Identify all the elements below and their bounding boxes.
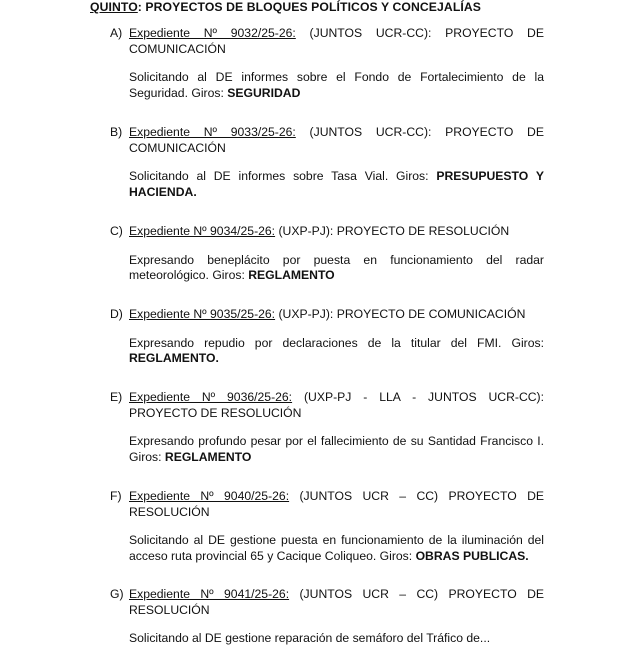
agenda-item-c: [110, 224, 544, 284]
item-title-rest: (UXP-PJ - LLA - JUNTOS UCR-CC): PROYECTO DE RESOLUCIÓN: [129, 390, 544, 420]
expediente-number: Expediente Nº 9040/25-26:: [129, 489, 290, 503]
expediente-number: Expediente Nº 9032/25-26:: [129, 26, 296, 40]
item-giro: REGLAMENTO: [164, 449, 252, 464]
item-letter: A): [110, 26, 123, 40]
item-description: Solicitando al DE informes sobre Tasa Vial. Giros:: [129, 169, 437, 183]
item-letter: F): [110, 489, 122, 503]
item-description: Expresando beneplácito por puesta en funcionamiento del radar meteorológico. Giros:: [129, 252, 544, 282]
expediente-number: Expediente Nº 9034/25-26:: [129, 224, 276, 238]
item-title: [129, 489, 544, 520]
item-title: [129, 26, 544, 57]
item-letter: E): [110, 390, 123, 404]
expediente-number: Expediente Nº 9036/25-26:: [129, 390, 293, 404]
expediente-number: Expediente Nº 9041/25-26:: [129, 587, 290, 601]
section-heading: [90, 0, 481, 16]
item-title-rest: (UXP-PJ): PROYECTO DE COMUNICACIÓN: [275, 307, 526, 321]
item-title-rest: (JUNTOS UCR-CC): PROYECTO DE COMUNICACIÓN: [129, 125, 544, 155]
item-letter: B): [110, 125, 123, 139]
item-giro: OBRAS PUBLICAS.: [415, 548, 529, 563]
item-body: [129, 169, 544, 200]
item-giro: PRESUPUESTO Y HACIENDA.: [129, 169, 544, 199]
item-description: Expresando profundo pesar por el fallecimiento de su Santidad Francisco I. Giros:: [129, 434, 544, 464]
expediente-number: Expediente Nº 9035/25-26:: [129, 307, 276, 321]
item-title-rest: (JUNTOS UCR-CC): PROYECTO DE COMUNICACIÓN: [129, 26, 544, 56]
item-body: [129, 631, 544, 647]
item-title-rest: (JUNTOS UCR – CC) PROYECTO DE RESOLUCIÓN: [129, 489, 544, 519]
agenda-item-d: [110, 307, 544, 367]
section-heading-text: : PROYECTOS DE BLOQUES POLÍTICOS Y CONCEJALÍAS: [137, 0, 481, 14]
item-giro: REGLAMENTO: [248, 268, 335, 282]
item-description: Solicitando al DE gestione puesta en funcionamiento de la iluminación del acceso ruta provincial 65 y Cacique Coliqueo. Giros:: [129, 533, 544, 563]
agenda-item-a: [110, 26, 544, 101]
item-body: [129, 70, 544, 101]
agenda-item-b: [110, 125, 544, 200]
agenda-item-f: [110, 489, 544, 564]
agenda-item-g: [110, 587, 544, 647]
agenda-item-e: [110, 390, 544, 465]
item-letter: D): [110, 307, 123, 321]
item-body: [129, 253, 544, 284]
item-giro: SEGURIDAD: [227, 85, 301, 100]
item-description: Solicitando al DE gestione reparación de semáforo del Tráfico de...: [129, 631, 491, 645]
item-title: [129, 587, 544, 618]
item-title-rest: (JUNTOS UCR – CC) PROYECTO DE RESOLUCIÓN: [129, 587, 544, 617]
item-title: [129, 307, 544, 323]
item-description: Solicitando al DE informes sobre el Fondo de Fortalecimiento de la Seguridad. Giros:: [129, 70, 544, 100]
item-body: [129, 533, 544, 564]
item-title: [129, 390, 544, 421]
item-body: [129, 336, 544, 367]
item-description: Expresando repudio por declaraciones de la titular del FMI. Giros:: [129, 335, 544, 350]
item-body: [129, 434, 544, 465]
section-heading-label: QUINTO: [90, 0, 138, 14]
item-giro: REGLAMENTO.: [129, 351, 219, 365]
item-letter: C): [110, 224, 123, 238]
expediente-number: Expediente Nº 9033/25-26:: [129, 125, 296, 139]
item-title-rest: (UXP-PJ): PROYECTO DE RESOLUCIÓN: [275, 224, 510, 238]
item-title: [129, 224, 544, 240]
item-letter: G): [110, 587, 124, 601]
item-title: [129, 125, 544, 156]
